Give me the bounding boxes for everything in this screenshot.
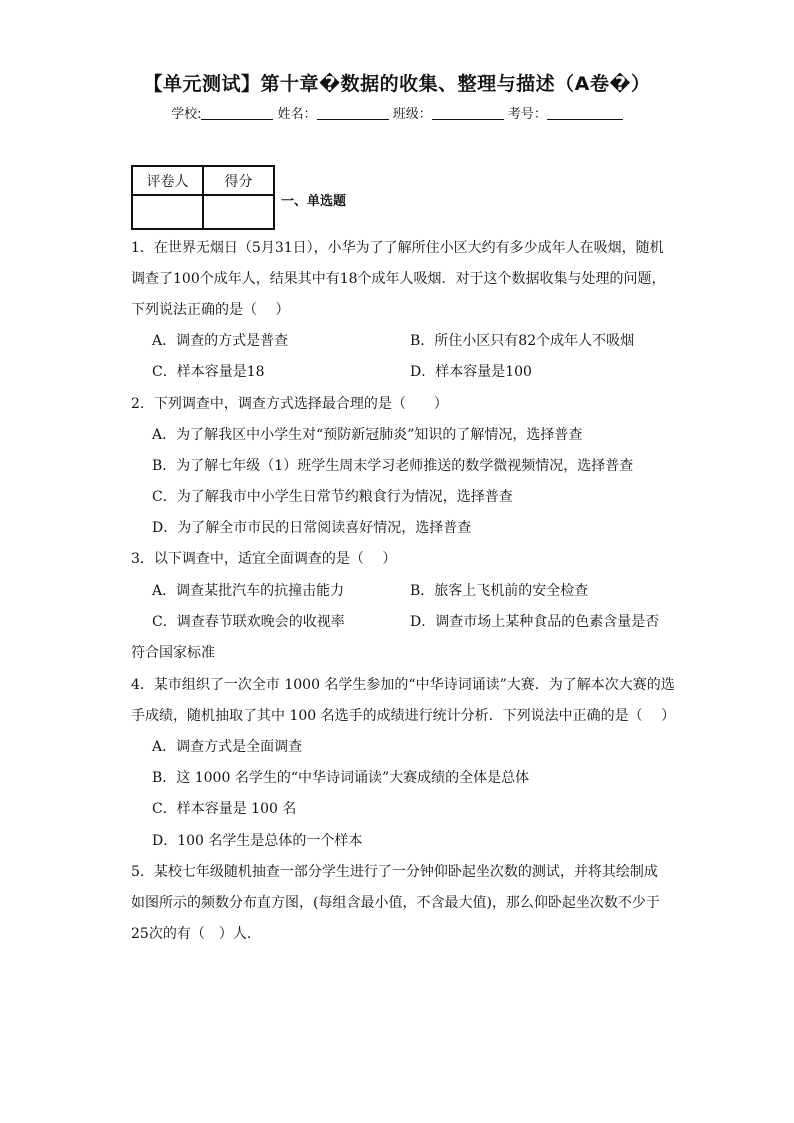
school-blank xyxy=(201,107,273,120)
q4-option-d: D．100 名学生是总体的一个样本 xyxy=(152,833,363,849)
q1-option-b: B．所住小区只有82个成年人不吸烟 xyxy=(410,333,635,349)
score-cell xyxy=(203,195,274,229)
name-label: 姓名： xyxy=(277,107,317,122)
q5-line-3: 25次的有（ ）人． xyxy=(131,926,261,942)
class-label: 班级： xyxy=(392,107,432,122)
q2-option-c: C．为了解我市中小学生日常节约粮食行为情况，选择普查 xyxy=(152,489,513,505)
exam-no-label: 考号： xyxy=(507,107,547,122)
school-label: 学校: xyxy=(171,107,202,122)
q2-line-1: 2．下列调查中，调查方式选择最合理的是（ ） xyxy=(131,396,448,412)
grader-table xyxy=(131,165,275,230)
q3-option-d: D．调查市场上某种食品的色素含量是否 xyxy=(410,614,660,630)
q5-line-2: 如图所示的频数分布直方图，(每组含最小值，不含最大值)，那么仰卧起坐次数不少于 xyxy=(131,895,660,911)
q1-line-2: 调查了100个成年人，结果其中有18个成年人吸烟．对于这个数据收集与处理的问题， xyxy=(131,271,666,287)
q4-option-b: B．这 1000 名学生的“中华诗词诵读”大赛成绩的全体是总体 xyxy=(152,770,530,786)
q2-option-b: B．为了解七年级（1）班学生周末学习老师推送的数学微视频情况，选择普查 xyxy=(152,458,634,474)
q4-line-1: 4．某市组织了一次全市 1000 名学生参加的“中华诗词诵读”大赛．为了解本次大赛的选 xyxy=(131,677,675,693)
q4-option-c: C．样本容量是 100 名 xyxy=(152,801,297,817)
q3-option-c: C．调查春节联欢晚会的收视率 xyxy=(152,614,345,630)
grader-cell xyxy=(132,195,203,229)
grader-header: 评卷人 xyxy=(132,166,203,195)
q4-line-2: 手成绩，随机抽取了其中 100 名选手的成绩进行统计分析．下列说法中正确的是（ ） xyxy=(131,708,676,724)
q3-option-d-continued: 符合国家标准 xyxy=(131,645,215,661)
q1-line-3: 下列说法正确的是（ ） xyxy=(131,302,290,318)
q1-option-d: D．样本容量是100 xyxy=(410,364,532,380)
q5-line-1: 5．某校七年级随机抽查一部分学生进行了一分钟仰卧起坐次数的测试，并将其绘制成 xyxy=(131,864,658,880)
q2-option-a: A．为了解我区中小学生对“预防新冠肺炎”知识的了解情况，选择普查 xyxy=(152,427,583,443)
q1-line-1: 1．在世界无烟日（5月31日），小华为了了解所住小区大约有多少成年人在吸烟，随机 xyxy=(131,240,664,256)
name-blank xyxy=(317,107,389,120)
q3-line-1: 3．以下调查中，适宜全面调查的是（ ） xyxy=(131,551,397,567)
page-title: 【单元测试】第十章�数据的收集、整理与描述（A卷�） xyxy=(143,73,651,95)
score-header: 得分 xyxy=(203,166,274,195)
q1-option-c: C．样本容量是18 xyxy=(152,364,265,380)
exam-no-blank xyxy=(547,107,623,120)
student-info-line xyxy=(0,103,794,122)
q3-option-a: A．调查某批汽车的抗撞击能力 xyxy=(152,583,345,599)
section-title: 一、单选题 xyxy=(281,194,347,209)
q3-option-b: B．旅客上飞机前的安全检查 xyxy=(410,583,589,599)
q2-option-d: D．为了解全市市民的日常阅读喜好情况，选择普查 xyxy=(152,520,472,536)
q4-option-a: A．调查方式是全面调查 xyxy=(152,739,303,755)
q1-option-a: A．调查的方式是普查 xyxy=(152,333,289,349)
class-blank xyxy=(432,107,504,120)
